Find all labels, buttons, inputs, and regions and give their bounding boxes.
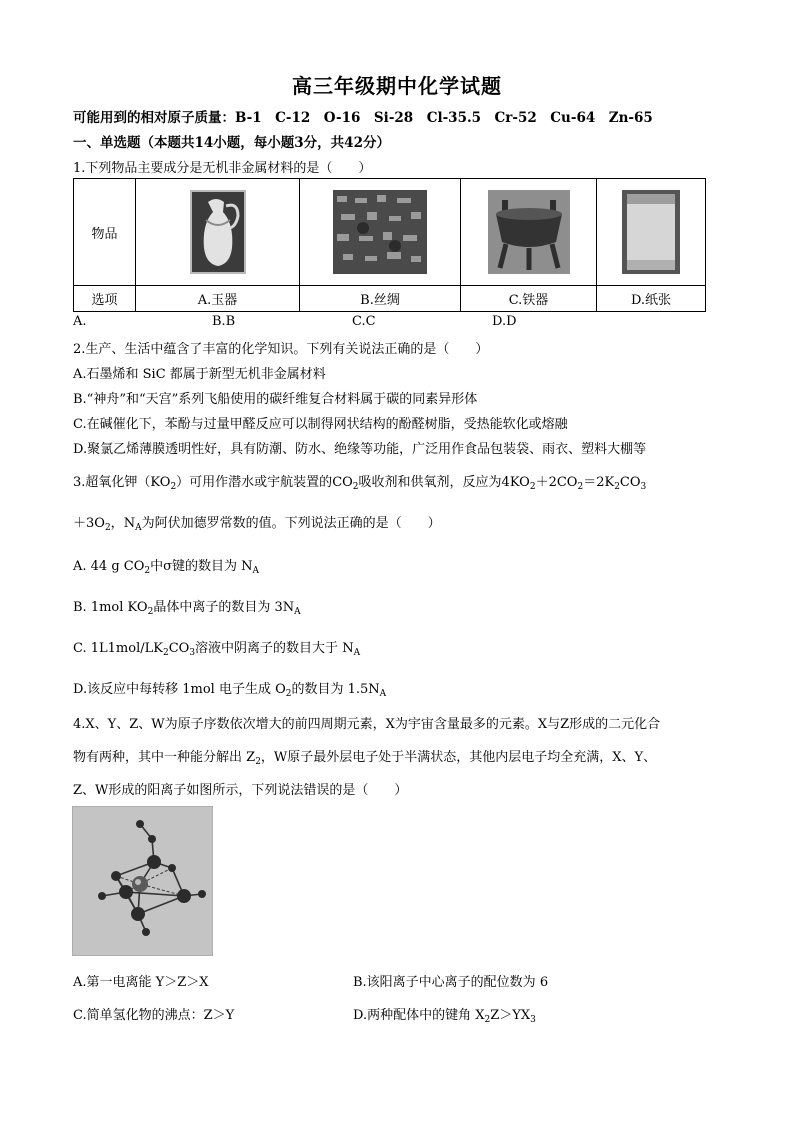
q2-stem: 2.生产、生活中蕴含了丰富的化学知识。下列有关说法正确的是（ ） [73,342,489,357]
atomic-masses: 可能用到的相对原子质量：B-1 C-12 O-16 Si-28 Cl-35.5 Cr-52 Cu-64 Zn-65 [73,110,653,126]
silk-icon [333,190,427,274]
q2-option-a: A.石墨烯和 SiC 都属于新型无机非金属材料 [73,367,326,382]
reaction-equation-left: $4KO_2+2CO_2=2K_2CO_3$ [501,475,647,492]
q1-option-b: B.丝绸 [300,286,461,312]
q4-option-d: D.两种配体中的键角 $X_2Z>YX_3$ [353,1008,536,1025]
q1-item-a-photo [136,179,300,286]
reaction-equation-right: $+3O_2$ [73,516,111,533]
q3-option-b: B. 1mol $KO_2$晶体中离子的数目为 $3N_A$ [73,600,301,617]
q1-answer-c: C.C [352,314,376,329]
page-title: 高三年级期中化学试题 [292,74,502,98]
paper-icon [622,190,680,274]
q1-item-d-photo [597,179,706,286]
q3-option-a: A. 44 g $CO_2$中σ键的数目为 $N_A$ [73,559,260,576]
q1-row-label-options: 选项 [74,286,136,312]
q1-option-a: A.玉器 [136,286,300,312]
q1-item-b-photo [300,179,461,286]
q3-option-c: C. $1L1mol/LK_2CO_3$溶液中阴离子的数目大于 $N_A$ [73,641,361,658]
q1-answer-a: A. [73,314,87,329]
q1-table [73,178,706,312]
q2-option-c: C.在碱催化下，苯酚与过量甲醛反应可以制得网状结构的酚醛树脂，受热能软化或熔融 [73,417,568,432]
q4-stem-line1: 4.X、Y、Z、W为原子序数依次增大的前四周期元素，X为宇宙含量最多的元素。X与Z形成的二元化合 [73,717,661,732]
q1-option-c: C.铁器 [461,286,597,312]
q4-option-a: A.第一电离能 Y＞Z＞X [73,975,209,990]
cation-structure-figure [72,806,213,956]
q1-answer-d: D.D [492,314,517,329]
q3-stem-line2: $+3O_2$，$N_A$为阿伏加德罗常数的值。下列说法正确的是（ ） [73,516,441,533]
q1-stem: 1.下列物品主要成分是无机非金属材料的是（ ） [73,161,372,176]
q1-option-d: D.纸张 [597,286,706,312]
q1-answer-b: B.B [212,314,236,329]
jade-vase-icon [190,190,246,274]
q4-stem-line2: 物有两种，其中一种能分解出 $Z_2$，W原子最外层电子处于半满状态，其他内层电子均全充满，X、Y、 [73,750,657,767]
q4-option-c: C.简单氢化物的沸点：Z＞Y [73,1008,235,1023]
q1-row-label-items: 物品 [74,179,136,286]
q4-option-b: B.该阳离子中心离子的配位数为 6 [353,975,549,990]
q4-stem-line3: Z、W形成的阳离子如图所示，下列说法错误的是（ ） [73,783,408,798]
iron-vessel-icon [488,190,570,274]
section-heading: 一、单选题（本题共14小题，每小题3分，共42分） [73,135,390,151]
q1-item-c-photo [461,179,597,286]
q3-stem-line1: 3.超氧化钾$(KO_2)$可用作潜水或宇航装置的$CO_2$吸收剂和供氧剂，反应为$4KO_2+2CO_2=2K_2CO_3$ [73,475,647,492]
formula-ko2: $KO_2$ [150,475,177,492]
formula-co2: $CO_2$ [332,475,359,492]
q2-option-b: B.“神舟”和“天宫”系列飞船使用的碳纤维复合材料属于碳的同素异形体 [73,392,478,407]
q3-option-d: D.该反应中每转移 1mol 电子生成 $O_2$的数目为 $1.5N_A$ [73,682,387,699]
avogadro-symbol: $N_A$ [123,516,142,533]
q2-option-d: D.聚氯乙烯薄膜透明性好，具有防潮、防水、绝缘等功能，广泛用作食品包装袋、雨衣、塑料大棚等 [73,442,647,457]
